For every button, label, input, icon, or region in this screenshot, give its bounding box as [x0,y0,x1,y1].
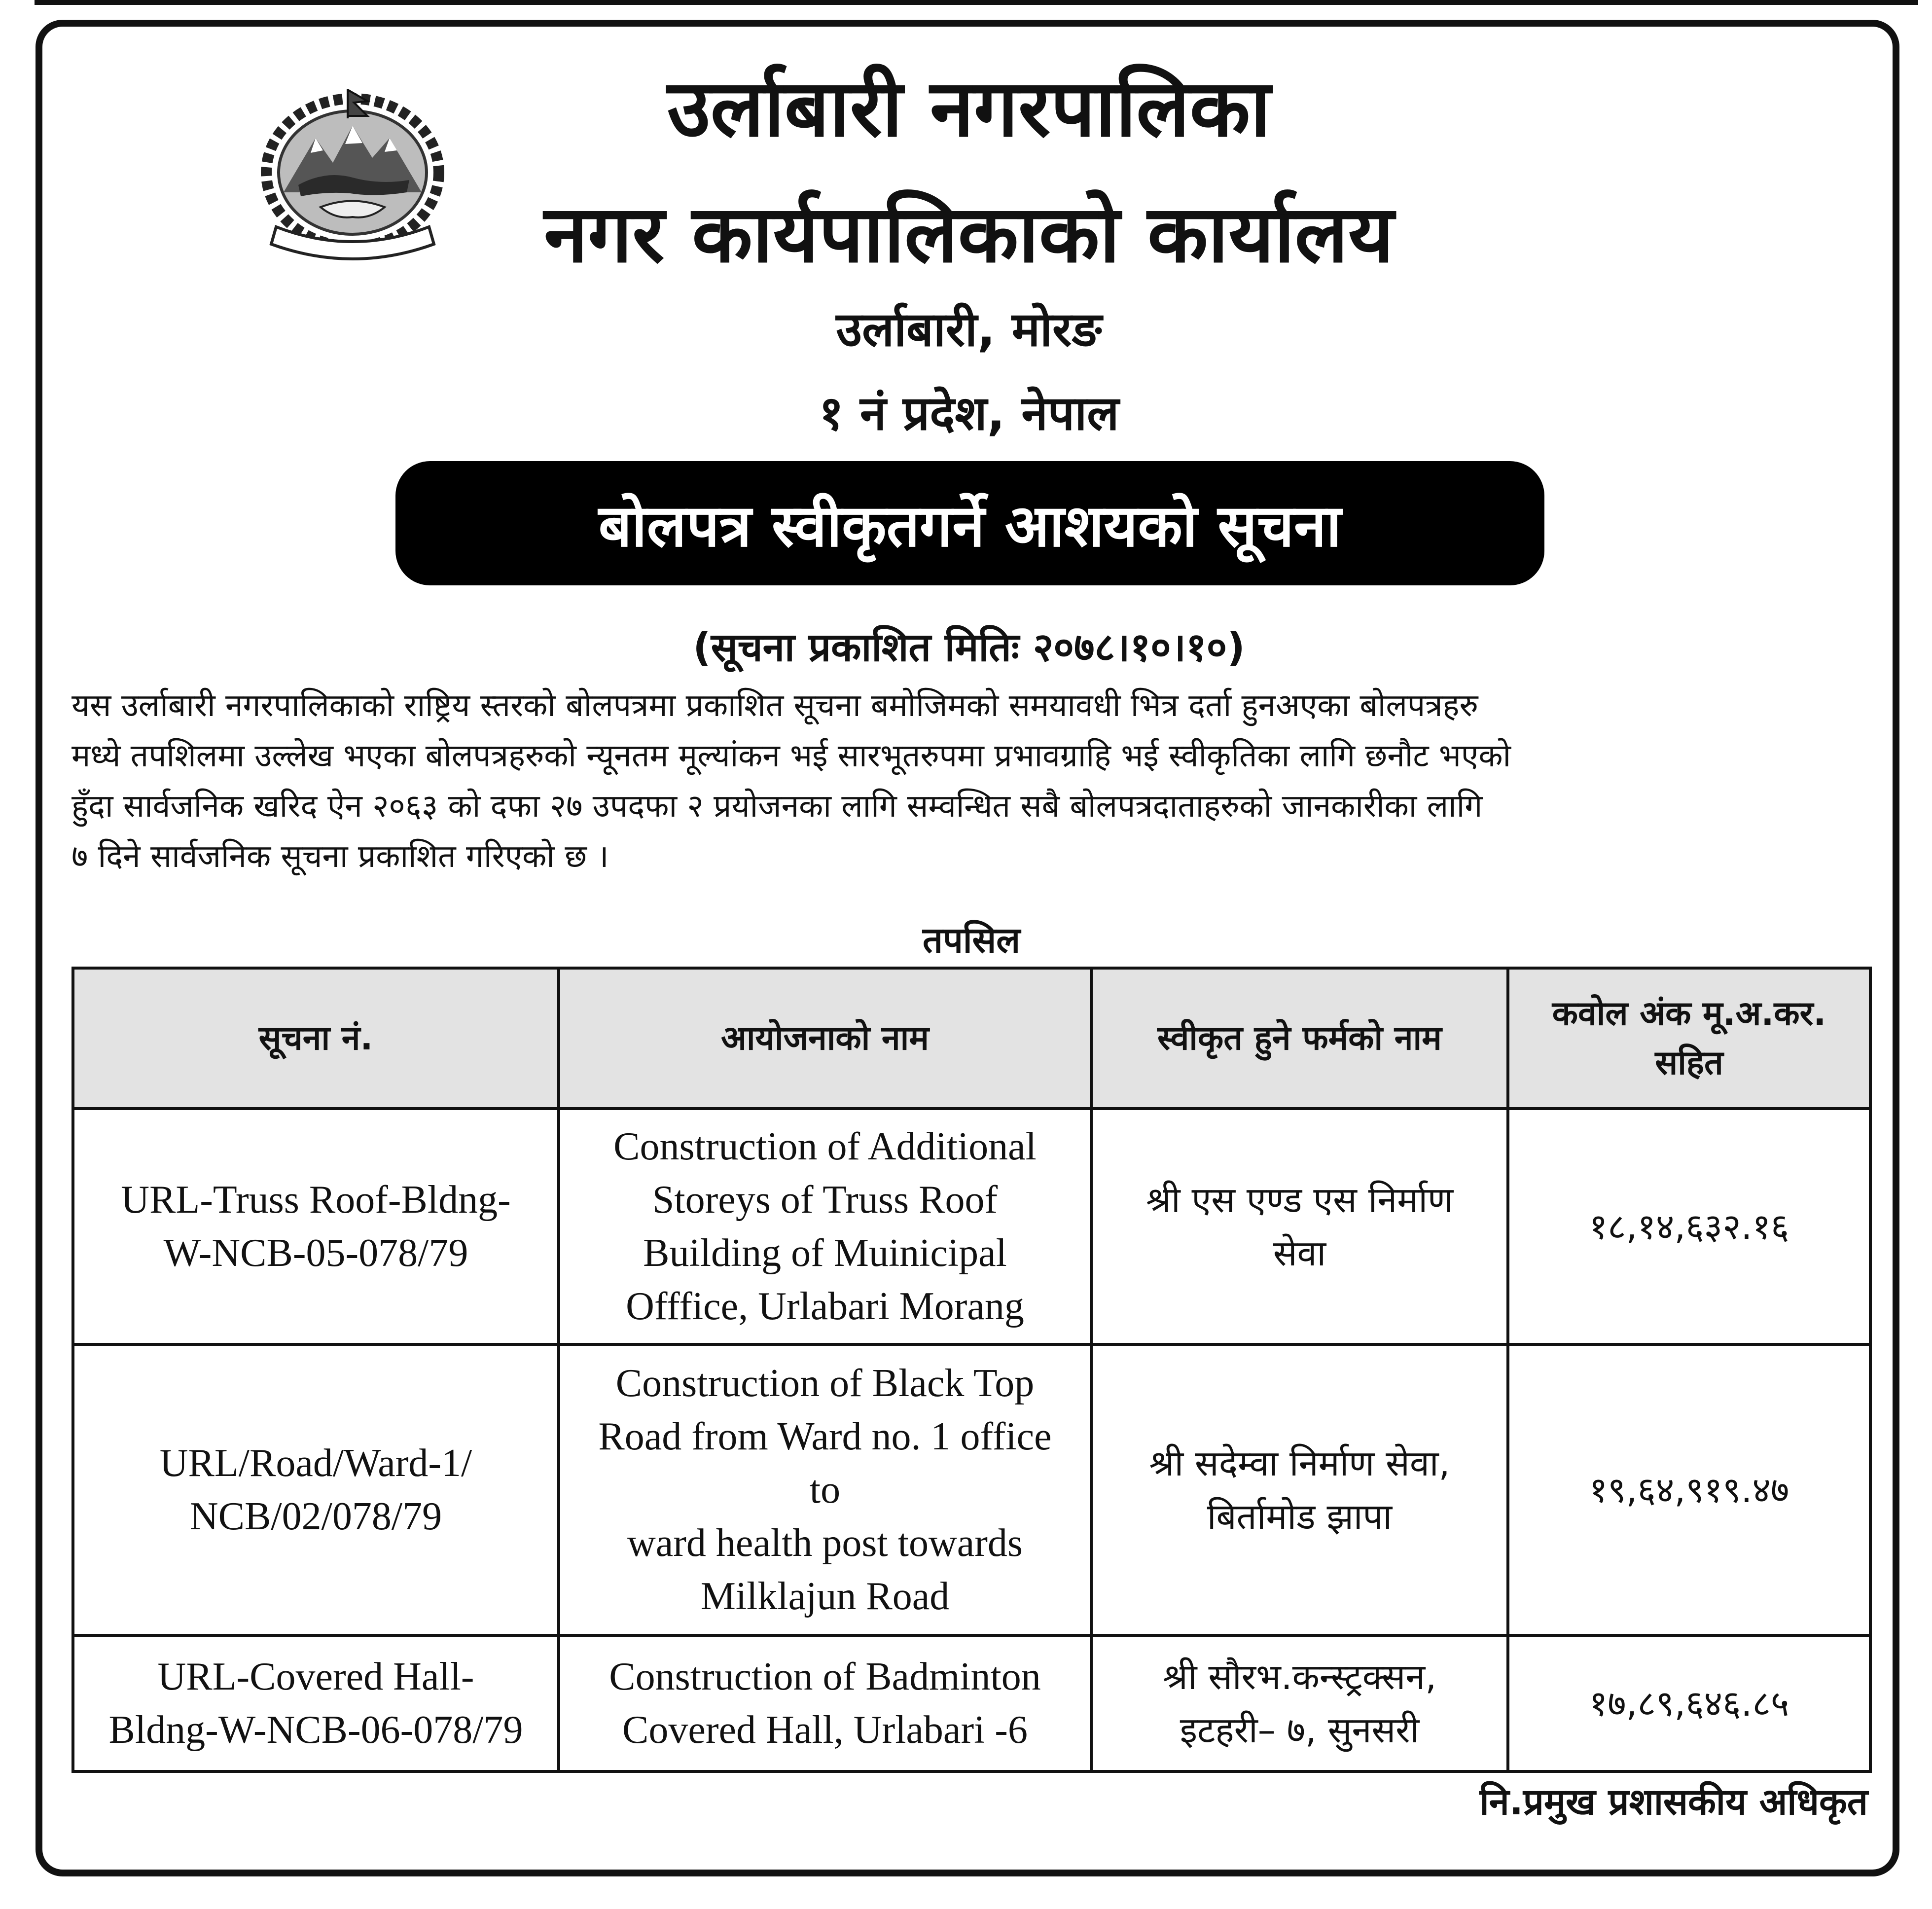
cell-line: ward health post towards [627,1521,1023,1565]
cell-line: इटहरी– ७, सुनसरी [1180,1709,1420,1751]
project-name-cell [559,1109,1091,1344]
header-bid-amount [1508,968,1870,1109]
cell-line: सेवा [1273,1232,1326,1274]
cell-line: Offfice, Urlabari Morang [626,1285,1024,1328]
notice-body-line: मध्ये तपशिलमा उल्लेख भएका बोलपत्रहरुको न्यूनतम मूल्यांकन भई सारभूतरुपमा प्रभावग्राहि भई स्वीकृतिका लागि छनौट भएको [72,738,1511,774]
firm-name-cell [1091,1109,1508,1344]
notice-body [72,681,1871,882]
cell-line: Road from Ward no. 1 office [598,1415,1052,1458]
table-header-row [73,968,1870,1109]
cell-line: Covered Hall, Urlabari -6 [622,1708,1028,1752]
office-name: नगर कार्यपालिकाको कार्यालय [544,188,1394,280]
cell-line: Building of Muinicipal [643,1231,1007,1275]
bid-amount-cell: १८,१४,६३२.१६ [1508,1109,1870,1344]
schedule-heading: तपसिल [922,919,1021,961]
header-notice-no: सूचना नं. [73,968,559,1109]
signatory-title: नि.प्रमुख प्रशासकीय अधिकृत [1479,1781,1868,1823]
notice-banner [395,461,1544,585]
cell-line: श्री सदेम्वा निर्माण सेवा, [1149,1442,1450,1484]
table-row [73,1344,1870,1635]
publication-date: (सूचना प्रकाशित मितिः २०७८।१०।१०) [693,624,1245,670]
notice-body-line: ७ दिने सार्वजनिक सूचना प्रकाशित गरिएको छ । [72,838,609,875]
notice-no-cell [73,1344,559,1635]
cell-line: URL-Covered Hall- [157,1655,474,1698]
bid-amount-cell: १७,८९,६४६.८५ [1508,1635,1870,1771]
table-row [73,1109,1870,1344]
cell-line: to [809,1468,841,1512]
header-bid-amount-line: कवोल अंक मू.अ.कर. [1552,994,1826,1033]
header-firm-name: स्वीकृत हुने फर्मको नाम [1091,968,1508,1109]
project-name-cell [559,1344,1091,1635]
notice-body-line: हुँदा सार्वजनिक खरिद ऐन २०६३ को दफा २७ उपदफा २ प्रयोजनका लागि सम्वन्धित सबै बोलपत्रदाताहरुको जानकारीका लागि [72,788,1483,825]
top-rule [35,0,1918,5]
notice-banner-text: बोलपत्र स्वीकृतगर्ने आशयको सूचना [598,491,1342,560]
cell-line: Construction of Black Top [615,1362,1035,1405]
cell-line: URL-Truss Roof-Bldng- [121,1178,511,1222]
project-name-cell [559,1635,1091,1771]
cell-line: NCB/02/078/79 [189,1495,442,1538]
province-line: १ नं प्रदेश, नेपाल [819,386,1119,441]
office-location: उर्लाबारी, मोरङ [836,302,1102,357]
cell-line: Construction of Additional [613,1125,1037,1168]
cell-line: URL/Road/Ward-1/ [159,1441,472,1485]
cell-line: श्री सौरभ.कन्स्ट्रक्सन, [1162,1656,1437,1697]
cell-line: Milklajun Road [700,1575,950,1618]
cell-line: बिर्तामोड झापा [1207,1496,1393,1537]
header-project-name: आयोजनाको नाम [559,968,1091,1109]
bid-amount-cell: १९,६४,९१९.४७ [1508,1344,1870,1635]
cell-line: Construction of Badminton [609,1655,1041,1698]
cell-line: श्री एस एण्ड एस निर्माण [1145,1179,1454,1221]
table-row [73,1635,1870,1771]
notice-body-line: यस उर्लाबारी नगरपालिकाको राष्ट्रिय स्तरको बोलपत्रमा प्रकाशित सूचना बमोजिमको समयावधी भित्र दर्ता हुनअएका बोलपत्रहरु [72,687,1478,724]
firm-name-cell [1091,1635,1508,1771]
cell-line: Bldng-W-NCB-06-078/79 [108,1708,523,1752]
notice-no-cell [73,1635,559,1771]
municipality-name: उर्लाबारी नगरपालिका [667,62,1271,154]
bid-acceptance-table [72,967,1872,1773]
header-bid-amount-line: सहित [1655,1043,1723,1082]
cell-line: Storeys of Truss Roof [652,1178,998,1222]
firm-name-cell [1091,1344,1508,1635]
cell-line: W-NCB-05-078/79 [163,1231,468,1275]
notice-no-cell [73,1109,559,1344]
